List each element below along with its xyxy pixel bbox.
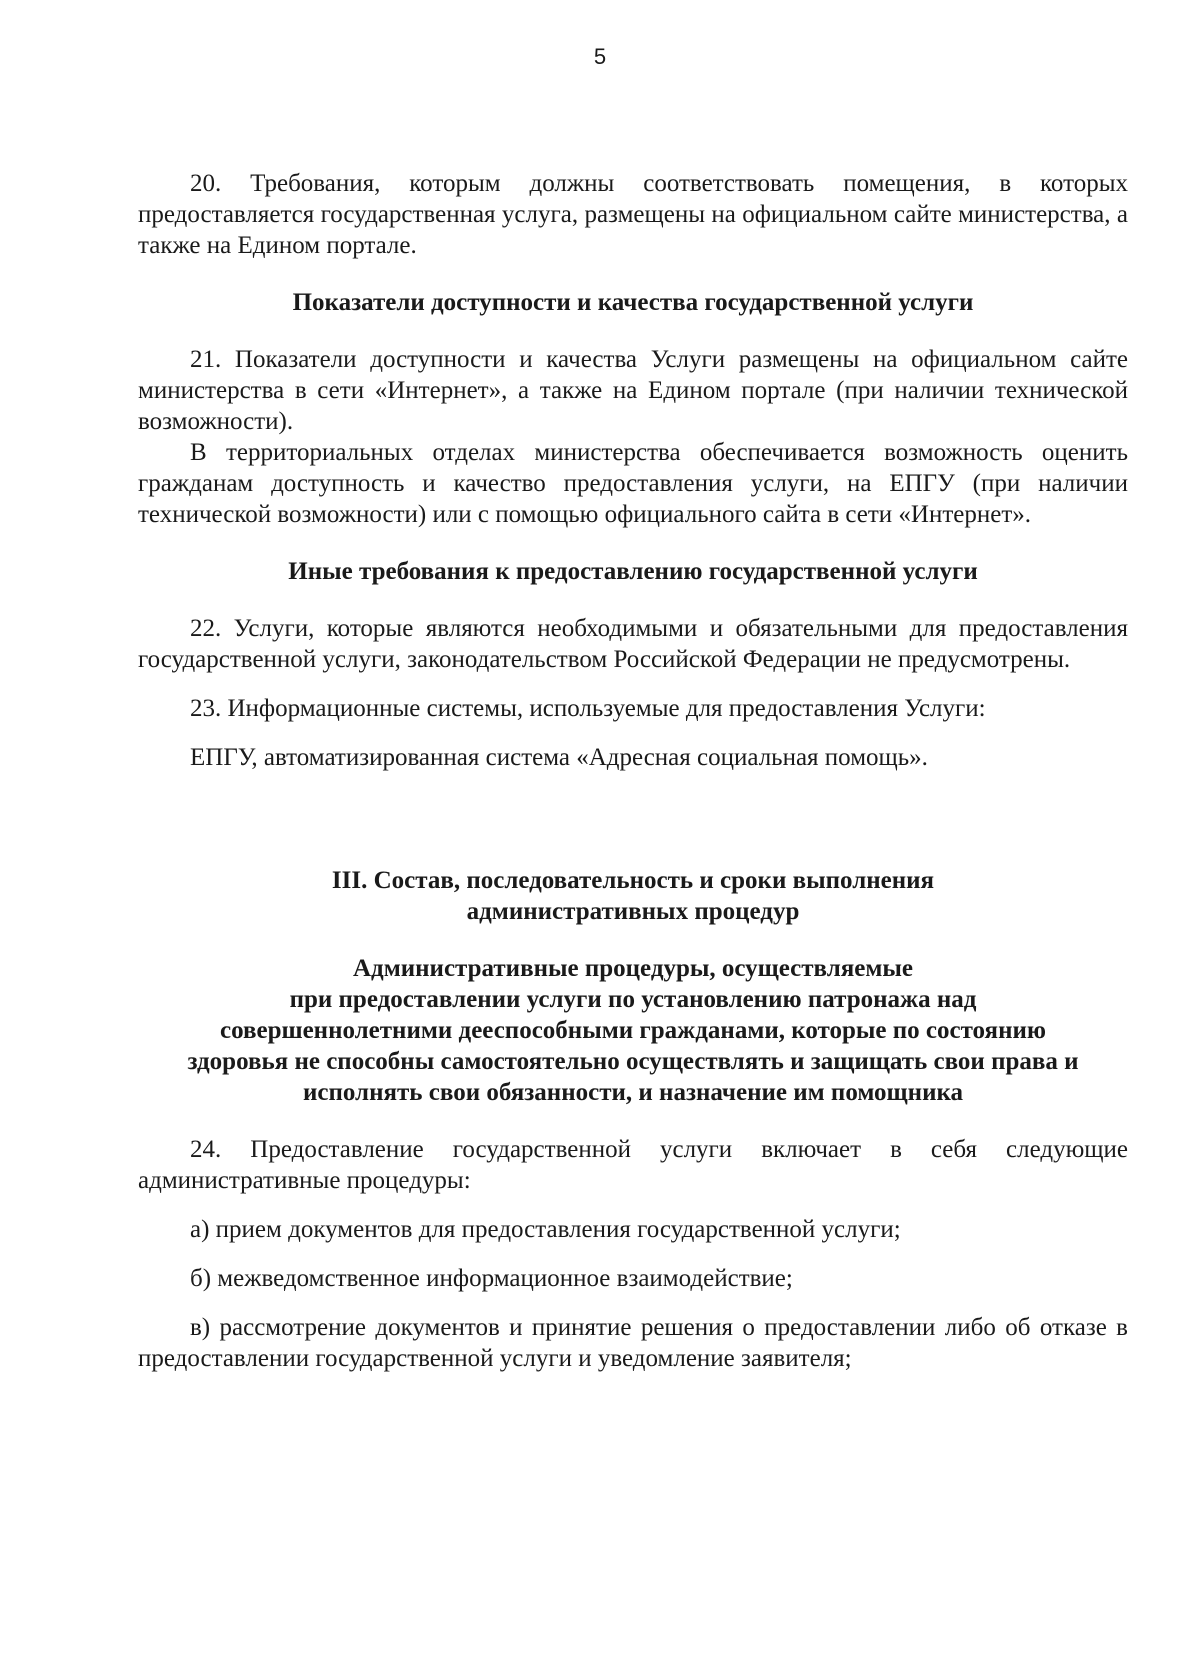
paragraph-23-systems: ЕПГУ, автоматизированная система «Адресная социальная помощь». — [190, 744, 928, 771]
paragraph-22: 22. Услуги, которые являются необходимыми и обязательными для предоставления государственной услуги, законодательством Российской Федерации не предусмотрены. — [138, 615, 1128, 673]
heading-procedures-line-2: при предоставлении услуги по установлению патронажа над — [289, 986, 977, 1013]
paragraph-20: 20. Требования, которым должны соответствовать помещения, в которых предоставляется государственная услуга, размещены на официальном сайте министерства, а также на Едином портале. — [138, 170, 1128, 259]
heading-section-3 — [138, 865, 1128, 927]
heading-accessibility: Показатели доступности и качества государственной услуги — [292, 289, 974, 316]
heading-section-3-line-2: административных процедур — [466, 898, 800, 925]
list-item-b: б) межведомственное информационное взаимодействие; — [190, 1265, 793, 1292]
paragraph-24: 24. Предоставление государственной услуги включает в себя следующие административные процедуры: — [138, 1136, 1128, 1194]
heading-other-requirements: Иные требования к предоставлению государственной услуги — [288, 558, 978, 585]
list-item-c: в) рассмотрение документов и принятие решения о предоставлении либо об отказе в предоставлении государственной услуги и уведомление заявителя; — [138, 1314, 1128, 1372]
heading-section-3-line-1: III. Состав, последовательность и сроки выполнения — [331, 867, 935, 894]
heading-procedures-line-1: Административные процедуры, осуществляемые — [353, 955, 913, 982]
heading-procedures-line-5: исполнять свои обязанности, и назначение им помощника — [302, 1079, 963, 1106]
page-number: 5 — [593, 44, 607, 69]
paragraph-21-continued: В территориальных отделах министерства обеспечивается возможность оценить гражданам доступность и качество предоставления услуги, на ЕПГУ (при наличии технической возможности) или с помощью официального сайта в сети «Интернет». — [138, 439, 1128, 528]
document-body — [138, 168, 1128, 1374]
paragraph-23: 23. Информационные системы, используемые для предоставления Услуги: — [190, 695, 986, 722]
list-item-a: а) прием документов для предоставления государственной услуги; — [190, 1216, 901, 1243]
heading-procedures — [138, 953, 1128, 1108]
paragraph-21: 21. Показатели доступности и качества Услуги размещены на официальном сайте министерства в сети «Интернет», а также на Едином портале (при наличии технической возможности). — [138, 346, 1128, 435]
heading-procedures-line-3: совершеннолетними дееспособными гражданами, которые по состоянию — [220, 1017, 1046, 1044]
heading-procedures-line-4: здоровья не способны самостоятельно осуществлять и защищать свои права и — [187, 1048, 1079, 1075]
